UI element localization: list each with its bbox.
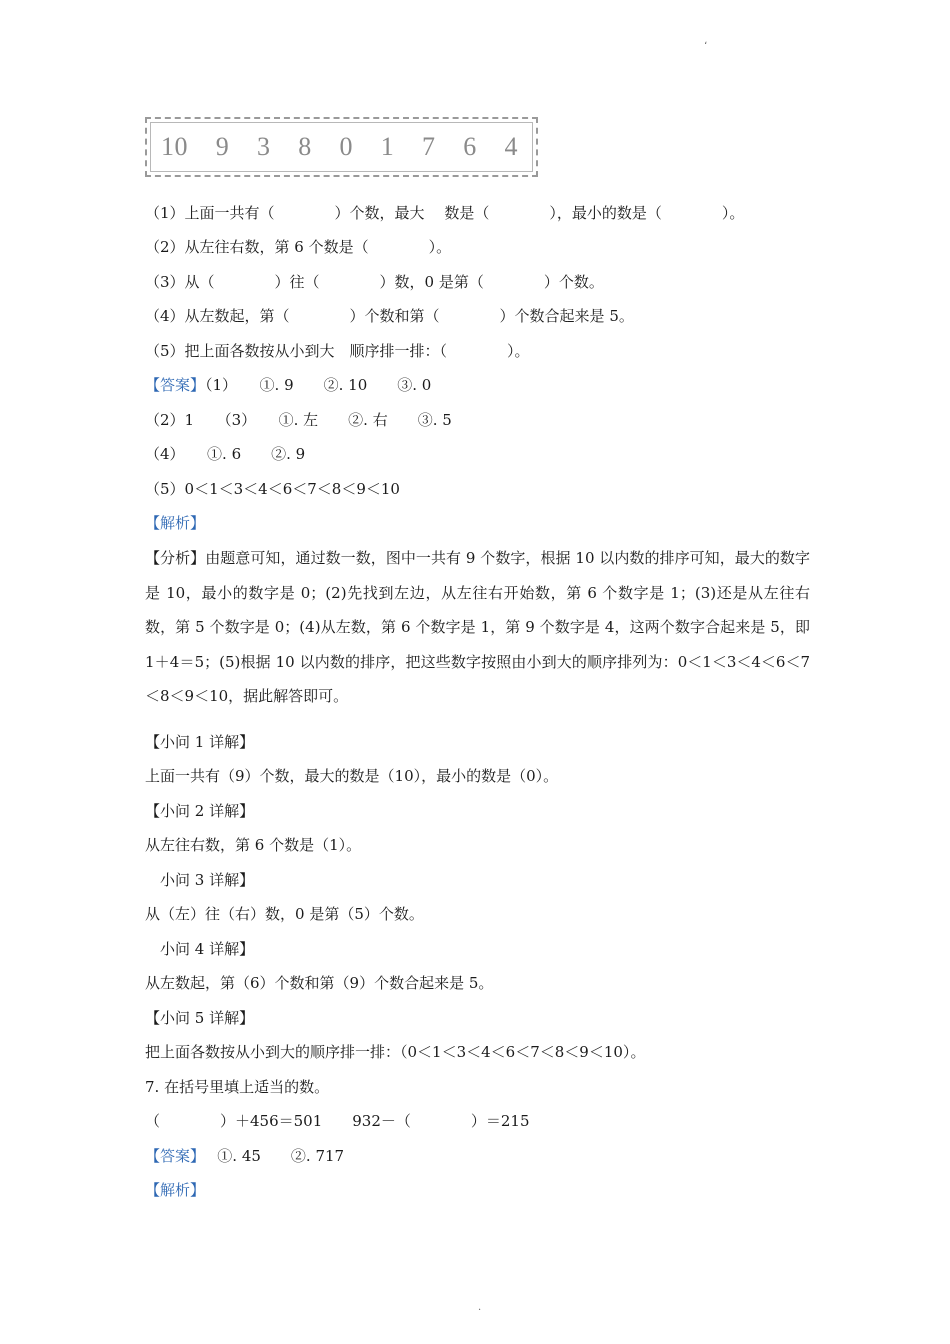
answer-label: 【答案】 <box>145 1147 198 1165</box>
detail-3-text: 从（左）往（右）数，0 是第（5）个数。 <box>145 905 424 923</box>
question-1: （1）上面一共有（ ）个数，最大 数是（ ），最小的数是（ ）。 <box>145 204 745 222</box>
answer-label: 【答案】 <box>145 376 206 394</box>
question-7-problem: （ ）＋456＝501 932－（ ）＝215 <box>145 1112 530 1130</box>
number-item: 3 <box>257 132 271 161</box>
number-item: 4 <box>504 132 518 161</box>
detail-4-text: 从左数起，第（6）个数和第（9）个数合起来是 5。 <box>145 974 494 992</box>
detail-5-heading: 【小问 5 详解】 <box>145 1009 255 1027</box>
question-7-answer: 【答案】 ①. 45 ②. 717 <box>145 1147 345 1165</box>
answer-line-4: （5）0＜1＜3＜4＜6＜7＜8＜9＜10 <box>145 480 400 498</box>
detail-2-heading: 【小问 2 详解】 <box>145 802 255 820</box>
number-item: 9 <box>215 132 230 161</box>
detail-1-heading: 【小问 1 详解】 <box>145 733 255 751</box>
detail-3-heading: 小问 3 详解】 <box>145 871 255 889</box>
question-2: （2）从左往右数，第 6 个数是（ ）。 <box>145 238 452 256</box>
number-sequence-box <box>145 117 538 177</box>
answer-line-3: （4） ①. 6 ②. 9 <box>145 445 306 463</box>
corner-mark-top: ، <box>704 36 708 47</box>
question-3: （3）从（ ）往（ ）数，0 是第（ ）个数。 <box>145 273 604 291</box>
number-item: 10 <box>161 132 188 161</box>
detail-1-text: 上面一共有（9）个数，最大的数是（10），最小的数是（0）。 <box>145 767 559 785</box>
analysis-label: 【解析】 <box>145 514 206 532</box>
detail-4-heading: 小问 4 详解】 <box>145 940 255 958</box>
number-item: 0 <box>339 132 353 161</box>
detail-2-text: 从左往右数，第 6 个数是（1）。 <box>145 836 362 854</box>
answer-line-1: 【答案】（1） ①. 9 ②. 10 ③. 0 <box>145 376 432 394</box>
question-7-title: 7. 在括号里填上适当的数。 <box>145 1078 330 1096</box>
question-4: （4）从左数起，第（ ）个数和第（ ）个数合起来是 5。 <box>145 307 634 325</box>
number-item: 1 <box>380 132 395 161</box>
number-item: 7 <box>422 132 436 161</box>
question-7-analysis-label: 【解析】 <box>145 1181 206 1199</box>
number-item: 8 <box>298 132 312 161</box>
corner-mark-bottom: . <box>478 1302 482 1313</box>
detail-5-text: 把上面各数按从小到大的顺序排一排：（0＜1＜3＜4＜6＜7＜8＜9＜10）。 <box>145 1043 646 1061</box>
question-5: （5）把上面各数按从小到大 顺序排一排：（ ）。 <box>145 342 530 360</box>
analysis-paragraph: 【分析】由题意可知，通过数一数，图中一共有 9 个数字，根据 10 以内数的排序可知，最大的数字是 10，最小的数字是 0；(2)先找到左边，从左往右开始数，第 6 个数字是 1；(3)还是从左往右数，第 5 个数字是 0；(4)从左数，第 6 个数字是 1，第 9 个数字是 4，这两个数字合起来是 5，即 1＋4＝5；(5)根据 10 以内数的排序，把这些数字按照由小到大的顺序排列为：0＜1＜3＜4＜6＜7＜8＜9＜10，据此解答即可。 <box>145 549 810 705</box>
number-item: 6 <box>463 132 477 161</box>
answer-line-2: （2）1 （3） ①. 左 ②. 右 ③. 5 <box>145 411 452 429</box>
